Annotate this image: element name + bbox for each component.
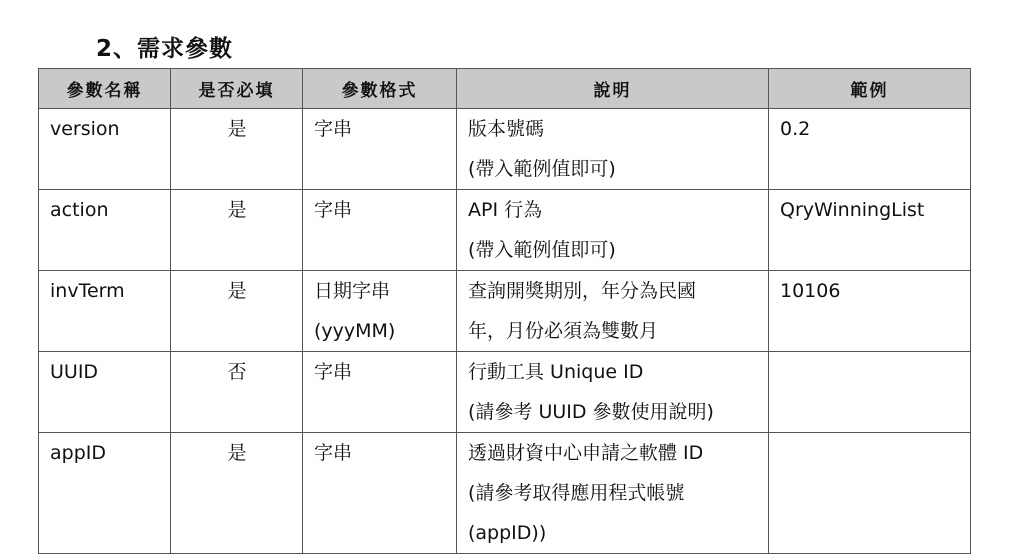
required-cell: 否 bbox=[171, 352, 303, 433]
required-cell: 是 bbox=[171, 190, 303, 271]
example-cell bbox=[769, 352, 971, 433]
format-cell bbox=[303, 352, 457, 433]
format-cell bbox=[303, 271, 457, 352]
header-format: 參數格式 bbox=[303, 69, 457, 109]
parameters-table bbox=[38, 68, 971, 554]
description-cell bbox=[457, 352, 769, 433]
description-cell bbox=[457, 190, 769, 271]
format-line: (yyyMM) bbox=[314, 320, 396, 342]
param-name-cell: appID bbox=[39, 433, 171, 554]
description-line: (帶入範例值即可) bbox=[468, 239, 616, 261]
param-name-cell: invTerm bbox=[39, 271, 171, 352]
description-line: 年，月份必須為雙數月 bbox=[468, 320, 659, 342]
format-cell bbox=[303, 190, 457, 271]
description-cell bbox=[457, 109, 769, 190]
format-line: 字串 bbox=[314, 199, 353, 221]
format-line: 字串 bbox=[314, 442, 353, 464]
param-name-cell: UUID bbox=[39, 352, 171, 433]
description-line: (帶入範例值即可) bbox=[468, 158, 616, 180]
format-cell bbox=[303, 433, 457, 554]
required-cell: 是 bbox=[171, 109, 303, 190]
description-cell bbox=[457, 271, 769, 352]
description-line: (請參考取得應用程式帳號 bbox=[468, 482, 685, 504]
format-line: 字串 bbox=[314, 361, 353, 383]
description-line: (appID)) bbox=[468, 522, 547, 544]
example-cell: 10106 bbox=[769, 271, 971, 352]
description-line: 版本號碼 bbox=[468, 118, 545, 140]
table-row bbox=[39, 271, 971, 352]
example-cell bbox=[769, 433, 971, 554]
format-line: 日期字串 bbox=[314, 280, 391, 302]
description-line: API 行為 bbox=[468, 199, 543, 221]
param-name-cell: action bbox=[39, 190, 171, 271]
section-heading: 2、需求參數 bbox=[96, 36, 234, 62]
description-line: (請參考 UUID 參數使用說明) bbox=[468, 401, 714, 423]
description-line: 行動工具 Unique ID bbox=[468, 361, 644, 383]
format-cell bbox=[303, 109, 457, 190]
required-cell: 是 bbox=[171, 271, 303, 352]
description-cell bbox=[457, 433, 769, 554]
example-cell: 0.2 bbox=[769, 109, 971, 190]
header-example: 範例 bbox=[769, 69, 971, 109]
header-required: 是否必填 bbox=[171, 69, 303, 109]
table-row bbox=[39, 190, 971, 271]
table-row bbox=[39, 433, 971, 554]
table-row bbox=[39, 352, 971, 433]
header-param-name: 參數名稱 bbox=[39, 69, 171, 109]
header-description: 說明 bbox=[457, 69, 769, 109]
table-header-row bbox=[39, 69, 971, 109]
description-line: 透過財資中心申請之軟體 ID bbox=[468, 442, 704, 464]
required-cell: 是 bbox=[171, 433, 303, 554]
format-line: 字串 bbox=[314, 118, 353, 140]
param-name-cell: version bbox=[39, 109, 171, 190]
table-row bbox=[39, 109, 971, 190]
example-cell: QryWinningList bbox=[769, 190, 971, 271]
description-line: 查詢開獎期別，年分為民國 bbox=[468, 280, 697, 302]
